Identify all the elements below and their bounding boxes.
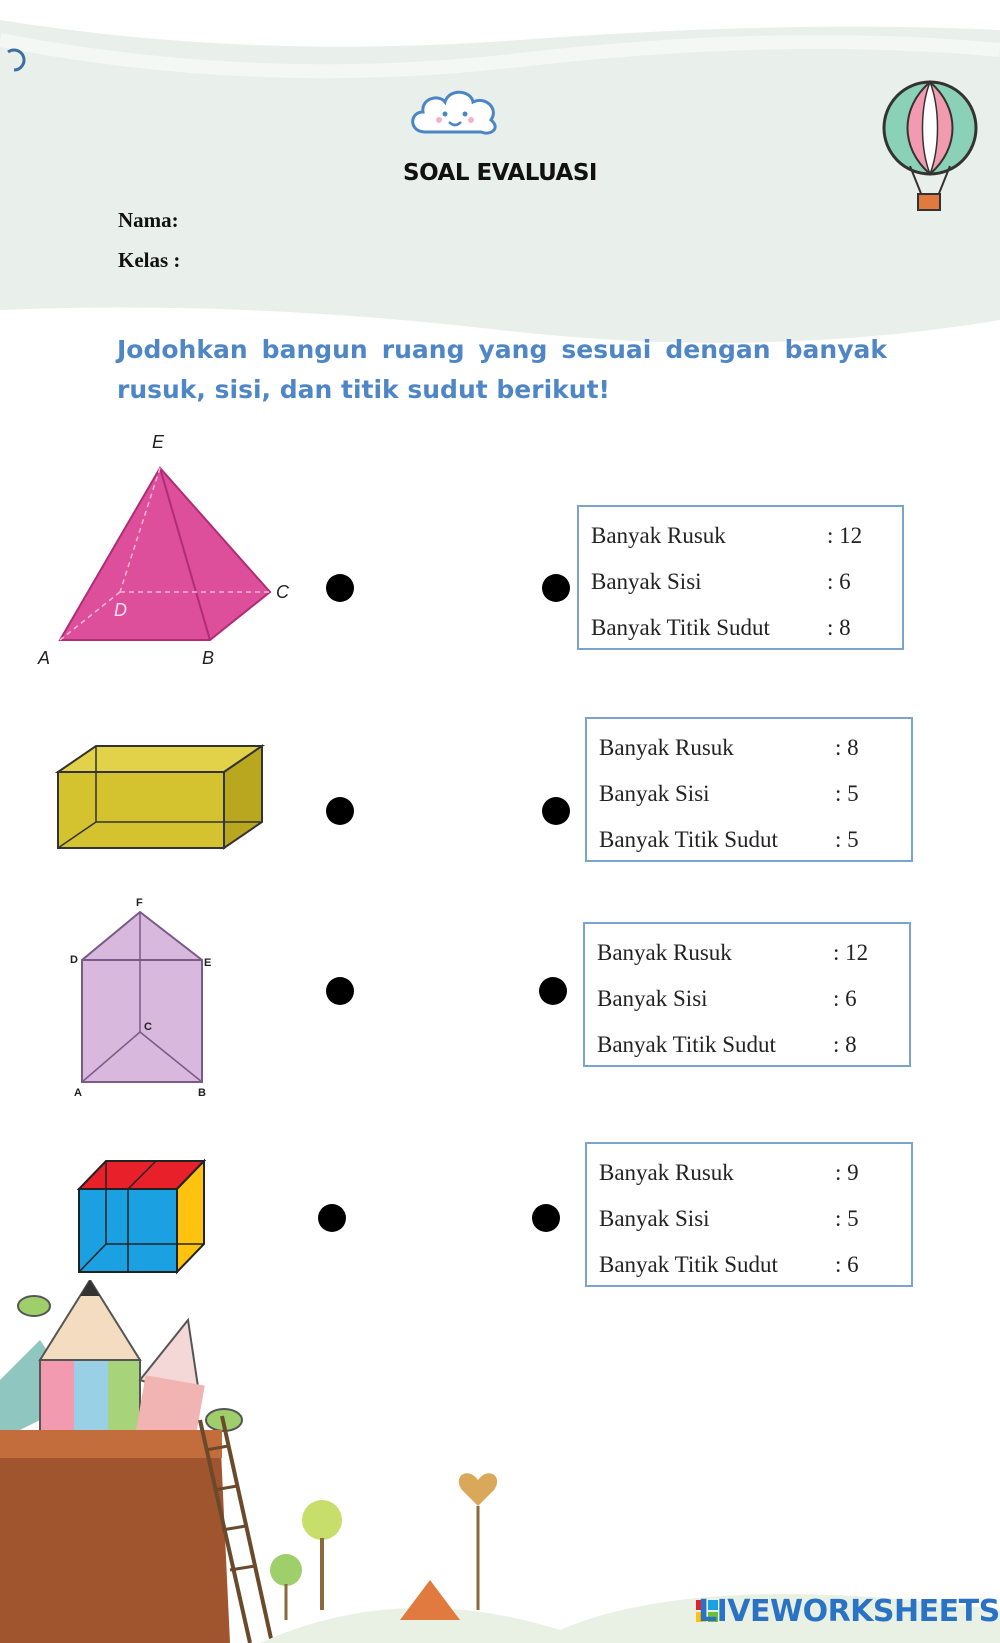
cuboid-shape bbox=[52, 738, 272, 858]
match-dot-left-2[interactable] bbox=[326, 797, 354, 825]
faces-value: : 6 bbox=[833, 986, 857, 1011]
vertex-label: F bbox=[136, 897, 143, 909]
edges-value: : 12 bbox=[833, 940, 869, 965]
vertex-label: A bbox=[74, 1087, 82, 1099]
answer-row bbox=[587, 817, 911, 863]
edges-label: Banyak Rusuk bbox=[599, 735, 734, 760]
vertex-label: E bbox=[204, 957, 212, 969]
vertex-label: D bbox=[70, 954, 78, 966]
vertex-label: B bbox=[202, 648, 215, 668]
match-dot-right-1[interactable] bbox=[542, 574, 570, 602]
faces-label: Banyak Sisi bbox=[591, 569, 702, 594]
pyramid-shape bbox=[30, 430, 290, 690]
match-dot-left-4[interactable] bbox=[318, 1204, 346, 1232]
vertex-label: C bbox=[144, 1021, 152, 1033]
answer-box-3 bbox=[583, 922, 911, 1067]
answer-row bbox=[585, 930, 909, 976]
vertices-value: : 5 bbox=[835, 827, 859, 852]
match-dot-left-3[interactable] bbox=[326, 977, 354, 1005]
answer-row bbox=[587, 725, 911, 771]
vertex-label: E bbox=[152, 432, 165, 452]
faces-value: : 6 bbox=[827, 569, 851, 594]
match-dot-left-1[interactable] bbox=[326, 574, 354, 602]
vertices-label: Banyak Titik Sudut bbox=[591, 615, 770, 640]
answer-box-1 bbox=[577, 505, 904, 650]
answer-row bbox=[587, 771, 911, 817]
answer-row bbox=[585, 1022, 909, 1068]
edges-label: Banyak Rusuk bbox=[599, 1160, 734, 1185]
cloud-icon bbox=[405, 84, 505, 144]
vertex-label: D bbox=[114, 600, 127, 620]
page-title: SOAL EVALUASI bbox=[403, 160, 597, 186]
vertices-label: Banyak Titik Sudut bbox=[599, 1252, 778, 1277]
class-label: Kelas : bbox=[118, 248, 181, 272]
vertices-label: Banyak Titik Sudut bbox=[597, 1032, 776, 1057]
answer-row bbox=[579, 605, 902, 651]
edges-label: Banyak Rusuk bbox=[597, 940, 732, 965]
liveworksheets-brand[interactable]: LIVEWORKSHEETS bbox=[698, 1594, 1000, 1629]
answer-row bbox=[579, 559, 902, 605]
faces-label: Banyak Sisi bbox=[599, 781, 710, 806]
name-label: Nama: bbox=[118, 208, 179, 232]
vertices-label: Banyak Titik Sudut bbox=[599, 827, 778, 852]
instruction-text: Jodohkan bangun ruang yang sesuai dengan banyak rusuk, sisi, dan titik sudut berikut! bbox=[117, 335, 887, 404]
vertices-value: : 8 bbox=[827, 615, 851, 640]
vertices-value: : 8 bbox=[833, 1032, 857, 1057]
match-dot-right-4[interactable] bbox=[532, 1204, 560, 1232]
answer-row bbox=[587, 1150, 911, 1196]
answer-box-4 bbox=[585, 1142, 913, 1287]
answer-row bbox=[587, 1196, 911, 1242]
footer-decoration bbox=[0, 1280, 1000, 1643]
edges-label: Banyak Rusuk bbox=[591, 523, 726, 548]
faces-value: : 5 bbox=[835, 1206, 859, 1231]
answer-row bbox=[585, 976, 909, 1022]
vertex-label: B bbox=[198, 1087, 206, 1099]
edges-value: : 12 bbox=[827, 523, 863, 548]
hot-air-balloon-icon bbox=[880, 78, 980, 218]
cube-shape bbox=[76, 1158, 210, 1278]
match-dot-right-2[interactable] bbox=[542, 797, 570, 825]
vertex-label: C bbox=[276, 582, 289, 602]
faces-value: : 5 bbox=[835, 781, 859, 806]
vertex-label: A bbox=[38, 648, 51, 668]
faces-label: Banyak Sisi bbox=[599, 1206, 710, 1231]
answer-box-2 bbox=[585, 717, 913, 862]
faces-label: Banyak Sisi bbox=[597, 986, 708, 1011]
triangular-prism-shape bbox=[62, 890, 222, 1100]
edges-value: : 9 bbox=[835, 1160, 859, 1185]
answer-row bbox=[579, 513, 902, 559]
edges-value: : 8 bbox=[835, 735, 859, 760]
match-dot-right-3[interactable] bbox=[539, 977, 567, 1005]
vertices-value: : 6 bbox=[835, 1252, 859, 1277]
